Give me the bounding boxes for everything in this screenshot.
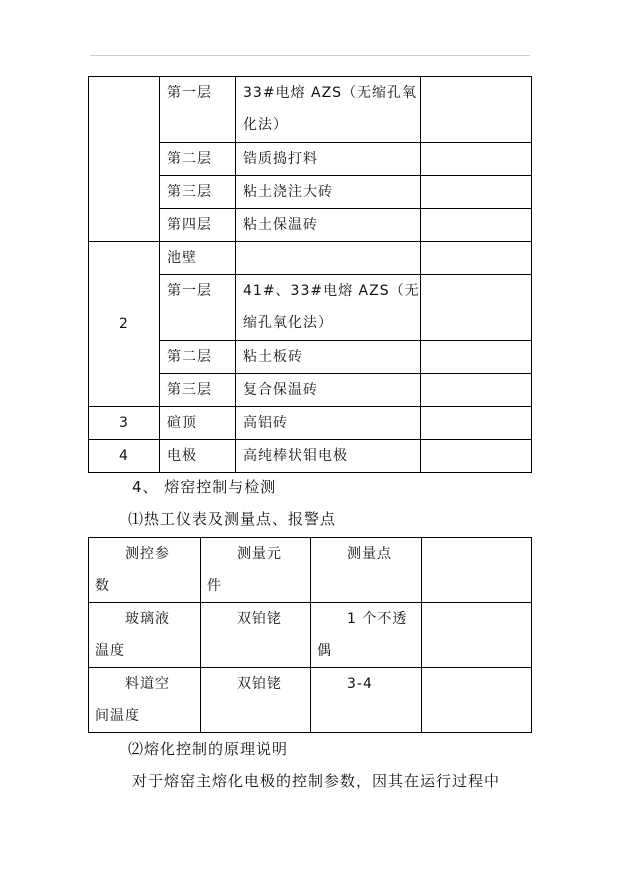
- material-cell: 粘土保温砖: [236, 209, 421, 242]
- note-cell: [421, 242, 532, 275]
- refractory-materials-table: [88, 76, 532, 473]
- table-row: [89, 77, 532, 143]
- layer-cell: 第三层: [160, 374, 236, 407]
- body-paragraph: 对于熔窑主熔化电极的控制参数，因其在运行过程中: [132, 772, 501, 790]
- header-param-cell: 测控参 数: [89, 538, 201, 603]
- layer-cell: 第二层: [160, 341, 236, 374]
- material-cell: 高纯棒状钼电极: [236, 440, 421, 473]
- note-cell: [421, 77, 532, 143]
- point-cell: 1 个不透 偶: [311, 603, 422, 668]
- subheading-melting-control: ⑵熔化控制的原理说明: [128, 740, 289, 758]
- section-heading: 4、 熔窑控制与检测: [132, 478, 277, 496]
- subheading-thermal-instruments: ⑴热工仪表及测量点、报警点: [128, 510, 337, 528]
- layer-cell: 电极: [160, 440, 236, 473]
- layer-cell: 第一层: [160, 77, 236, 143]
- element-cell: 双铂铑: [201, 603, 311, 668]
- material-cell: 41#、33#电熔 AZS（无 缩孔氧化法）: [236, 275, 421, 341]
- note-cell: [421, 176, 532, 209]
- layer-cell: 第四层: [160, 209, 236, 242]
- note-cell: [421, 407, 532, 440]
- header-element-cell: 测量元 件: [201, 538, 311, 603]
- material-cell: 33#电熔 AZS（无缩孔氧 化法）: [236, 77, 421, 143]
- extra-cell: [422, 603, 532, 668]
- header-point-cell: 测量点: [311, 538, 422, 603]
- note-cell: [421, 143, 532, 176]
- table-row: [89, 440, 532, 473]
- page-header-rule: [90, 55, 530, 56]
- table-row: [89, 242, 532, 275]
- note-cell: [421, 209, 532, 242]
- extra-cell: [422, 668, 532, 733]
- note-cell: [421, 374, 532, 407]
- row-number-cell: 2: [89, 242, 160, 407]
- material-cell: 高铝砖: [236, 407, 421, 440]
- note-cell: [421, 341, 532, 374]
- layer-cell: 第三层: [160, 176, 236, 209]
- row-number-cell: [89, 77, 160, 242]
- layer-cell: 碹顶: [160, 407, 236, 440]
- row-number-cell: 3: [89, 407, 160, 440]
- row-number-cell: 4: [89, 440, 160, 473]
- layer-cell: 第一层: [160, 275, 236, 341]
- material-cell: 粘土板砖: [236, 341, 421, 374]
- table-row: [89, 668, 532, 733]
- material-cell: 复合保温砖: [236, 374, 421, 407]
- layer-cell: 池壁: [160, 242, 236, 275]
- material-cell: [236, 242, 421, 275]
- material-cell: 粘土浇注大砖: [236, 176, 421, 209]
- note-cell: [421, 440, 532, 473]
- material-cell: 锆质捣打料: [236, 143, 421, 176]
- point-cell: 3-4: [311, 668, 422, 733]
- layer-cell: 第二层: [160, 143, 236, 176]
- table-row: [89, 603, 532, 668]
- table-header-row: [89, 538, 532, 603]
- element-cell: 双铂铑: [201, 668, 311, 733]
- note-cell: [421, 275, 532, 341]
- header-extra-cell: [422, 538, 532, 603]
- param-cell: 料道空 间温度: [89, 668, 201, 733]
- table-row: [89, 407, 532, 440]
- measurement-points-table: [88, 537, 532, 733]
- param-cell: 玻璃液 温度: [89, 603, 201, 668]
